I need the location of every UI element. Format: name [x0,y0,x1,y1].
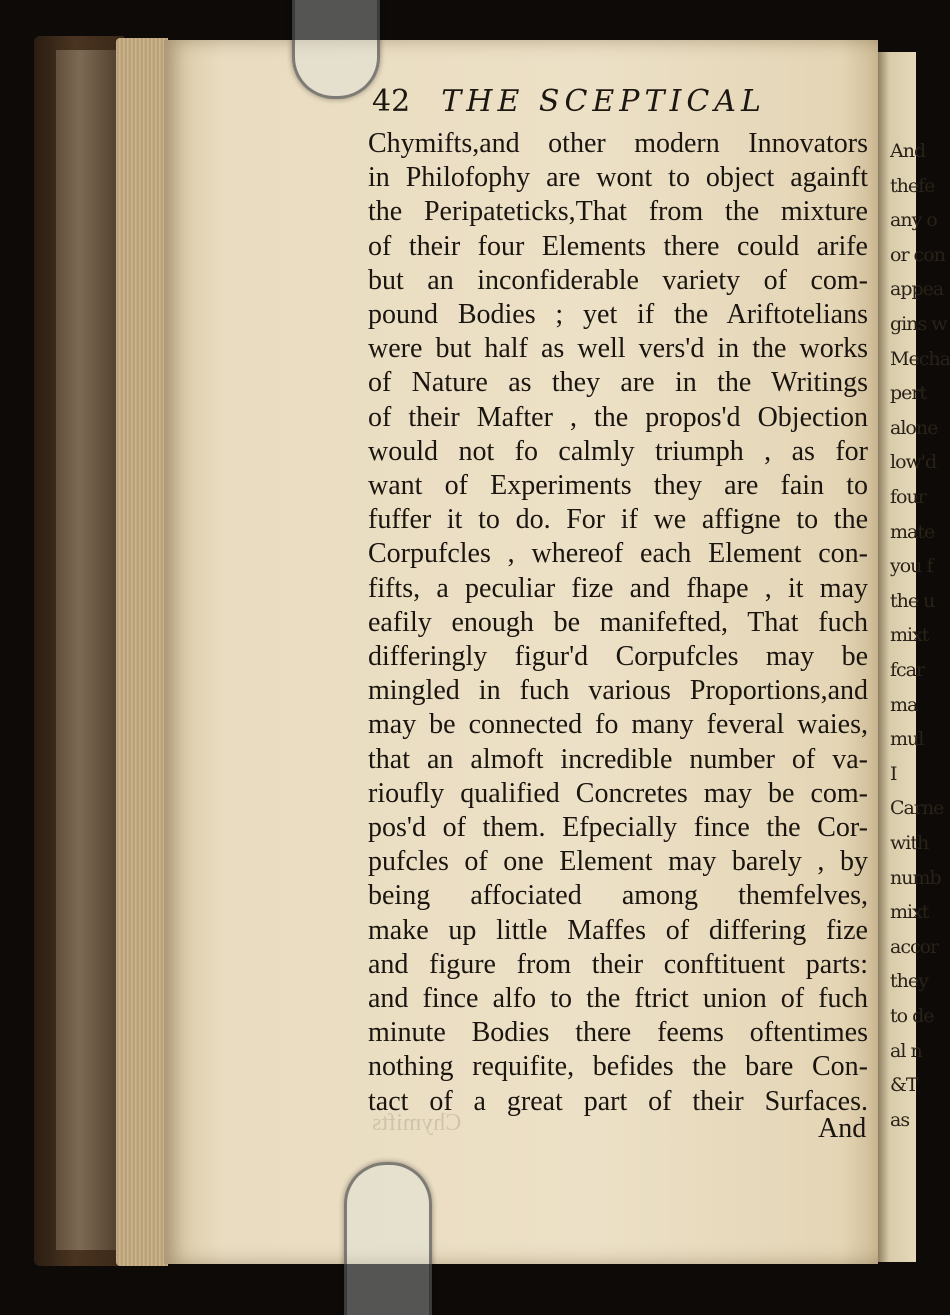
text-line: want of Experiments they are fain to [368,470,868,501]
text-line: differingly figur'd Corpufcles may be [368,641,868,672]
page-clip-bottom [344,1162,432,1315]
text-line: would not fo calmly triumph , as for [368,435,868,467]
text-line: mingled in fuch various Proportions,and [368,675,868,707]
text-line: pos'd of them. Efpecially fince the Cor- [368,812,868,843]
facing-page-fragment: fcar [890,659,925,681]
page-edges [116,38,168,1266]
text-line: of their four Elements there could arife [368,230,868,262]
facing-page-fragment: or con [890,243,945,266]
text-line: of their Mafter , the propos'd Objection [368,401,868,433]
text-line: fifts, a peculiar fize and fhape , it may [368,572,868,604]
facing-page-fragment: four [890,486,926,508]
facing-page-fragment: appea [890,278,944,301]
text-line: were but half as well vers'd in the works [368,333,868,365]
facing-page-fragment: you f [890,555,933,578]
facing-page-fragment: Carne [890,797,944,820]
facing-page-fragment: with [890,832,929,854]
book-spine [56,50,116,1250]
text-line: being affociated among themfelves, [368,880,868,912]
facing-page-fragment: mul [890,728,924,751]
text-line: that an almoft incredible number of va- [368,743,868,775]
text-line: nothing requifite, befides the bare Con- [368,1051,868,1083]
facing-page-fragment: mixt [890,624,929,647]
text-line: minute Bodies there feems oftentimes [368,1017,868,1049]
facing-page-fragment: numb [890,866,941,889]
text-line: make up little Maffes of differing fize [368,914,868,946]
facing-page-fragment: I [890,762,897,785]
facing-page-fragment: mate [890,520,935,543]
text-line: but an inconfiderable variety of com- [368,264,868,296]
text-line: and figure from their conftituent parts: [368,948,868,980]
text-line: tact of a great part of their Surfaces. [368,1085,868,1117]
facing-page-fragment: alone [890,416,938,439]
facing-page-fragment: low'd [890,451,937,474]
facing-page-fragment: to de [890,1005,934,1027]
facing-page-edge [878,52,950,1262]
text-line: rioufly qualified Concretes may be com- [368,777,868,809]
facing-page-fragment: the u [890,589,935,612]
page-clip-top [292,0,380,99]
text-line: pufcles of one Element may barely , by [368,846,868,878]
facing-page-fragment: al n [890,1039,922,1062]
facing-page-fragment: &T [890,1074,918,1097]
facing-page-fragment: thefe [890,174,935,197]
text-line: and fince alfo to the ftrict union of fuch [368,983,868,1014]
text-line: fuffer it to do. For if we affigne to the [368,504,868,536]
facing-page-fragment: any o [890,209,937,232]
facing-page-fragment: pert [890,382,927,405]
text-line: eafily enough be manifefted, That fuch [368,606,868,638]
text-line: may be connected fo many feveral waies, [368,709,868,741]
catchword: And [818,1113,867,1144]
running-title: THE SCEPTICAL [441,84,766,119]
facing-page-fragment: And [890,140,926,162]
facing-page-fragment: accor [890,935,939,958]
facing-page-fragment: Mecha [890,347,950,370]
facing-page-fragment: mixt [890,901,929,924]
text-line: Corpufcles , whereof each Element con- [368,538,868,570]
text-line: in Philofophy are wont to object againft [368,162,868,194]
facing-page-fragment: gins w [890,313,947,335]
page-header [372,84,766,119]
text-line: pound Bodies ; yet if the Ariftotelians [368,299,868,330]
facing-page-fragment: ma [890,693,918,716]
text-line: the Peripateticks,That from the mixture [368,196,868,228]
facing-page-fragment: they [890,970,928,993]
page-number: 42 [372,84,411,119]
bleed-through-text: Chymifts [372,1110,462,1136]
text-line: Chymifts,and other modern Innovators [368,128,868,159]
text-line: of Nature as they are in the Writings [368,367,868,399]
facing-page-fragment: as [890,1108,910,1131]
